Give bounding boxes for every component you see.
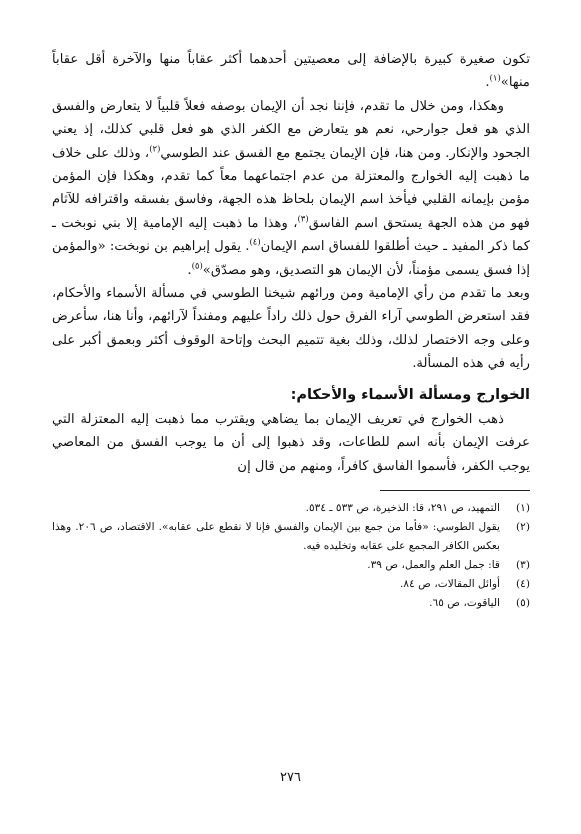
footnote-number: (٤)	[516, 577, 530, 590]
footnote-divider	[380, 490, 530, 491]
footnote-number: (١)	[516, 501, 530, 514]
footnote-text: يقول الطوسي: «فأما من جمع بين الإيمان والفسق فإنا لا نقطع على عقابه». الاقتصاد، ص ٢٠٦. وهذا بعكس الكافر المجمع على عقابه وتخليده فيه.	[52, 520, 500, 552]
footnote-item	[52, 594, 530, 613]
section-heading: الخوارج ومسألة الأسماء والأحكام:	[290, 386, 530, 403]
paragraph-2: وهكذا، ومن خلال ما تقدم، فإننا نجد أن الإيمان بوصفه فعلاً قلبياً لا يتعارض والفسق الذي هو فعل جوارحي، نعم هو يتعارض مع الكفر الذي هو فعل قلبي كذلك، إذ يعني الجحود والإنكار. ومن هنا، فإن الإيمان يجتمع مع الفسق عند الطوسي$^{(٢)}$، وذلك على خلاف ما ذهبت إليه الخوارج والمعتزلة من عدم اجتماعهما معاً كما تقدم، وهكذا فإن المؤمن مؤمن بإيمانه القلبي فيأخذ اسم الإيمان بلحاظ هذه الجهة، وفاسق بفسقه واقترافه للآثام فهو من هذه الجهة يستحق اسم الفاسق$^{(٣)}$، وهذا ما ذهبت إليه الإمامية إلا بني نوبخت ـ كما ذكر المفيد ـ حيث أطلقوا للفساق اسم الإيمان$^{(٤)}$. يقول إبراهيم بن نوبخت: «والمؤمن إذا فسق يسمى مؤمناً، لأن الإيمان هو التصديق، وهو مصدّق»$^{(٥)}$.	[52, 98, 530, 278]
footnote-ref-3: (٣)	[297, 214, 309, 225]
section-paragraph: ذهب الخوارج في تعريف الإيمان بما يضاهي ويقترب مما ذهبت إليه المعتزلة التي عرفت الإيمان بأنه اسم للطاعات، وقد ذهبوا إلى أن ما يوجب الفسق من المعاصي يوجب الكفر، فأسموا الفاسق كافراً، ومنهم من قال إن	[52, 411, 530, 474]
footnote-ref-5: (٥)	[191, 261, 203, 272]
footnote-ref-4: (٤)	[249, 237, 261, 248]
footnotes	[52, 499, 530, 613]
footnote-ref-1: (١)	[489, 74, 501, 85]
footnote-number: (٢)	[516, 520, 530, 533]
footnote-text: التمهيد، ص ٢٩١، قا: الذخيرة، ص ٥٣٣ ـ ٥٣٤.	[305, 501, 500, 514]
paragraph-1: تكون صغيرة كبيرة بالإضافة إلى معصيتين أحدهما أكثر عقاباً منها والآخرة أقل عقاباً منها»$^{(١)}$.	[52, 52, 530, 91]
footnote-text: الياقوت، ص ٦٥.	[429, 596, 500, 609]
page-number: ٢٧٦	[280, 770, 301, 785]
paragraph-3: وبعد ما تقدم من رأي الإمامية ومن ورائهم شيخنا الطوسي في مسألة الأسماء والأحكام، فقد استعرض الطوسي آراء الفرق حول ذلك راداً عليهم ومفنداً لآرائهم، وأنا هنا، سأعرض وعلى وجه الاختصار لذلك، وذلك بغية تتميم البحث وإتاحة الوقوف أكثر وبعمق أكبر على رأيه في هذه المسألة.	[52, 286, 530, 372]
footnote-ref-2: (٢)	[149, 144, 161, 155]
footnote-item	[52, 556, 530, 575]
footnote-number: (٣)	[516, 558, 530, 571]
footnote-item	[52, 575, 530, 594]
footnote-item	[52, 499, 530, 518]
footnote-number: (٥)	[516, 596, 530, 609]
footnote-text: أوائل المقالات، ص ٨٤.	[400, 577, 500, 590]
page-content	[52, 48, 530, 613]
footnote-item	[52, 518, 530, 556]
main-text	[52, 48, 530, 478]
footnote-text: قا: جمل العلم والعمل، ص ٣٩.	[367, 558, 500, 571]
